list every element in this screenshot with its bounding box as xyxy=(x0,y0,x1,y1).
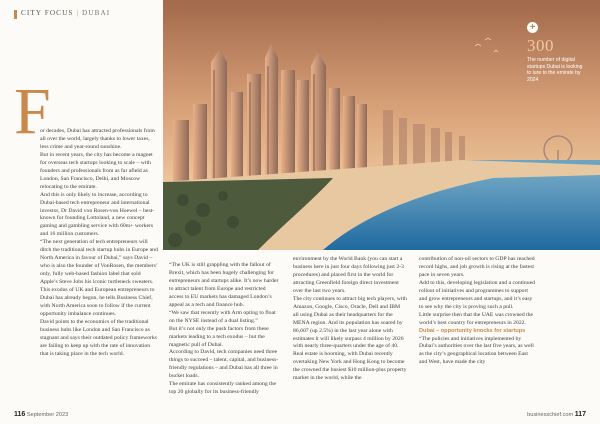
stat-caption: The number of digital startups Dubai is looking to lure to the emirate by 2024 xyxy=(527,57,583,83)
column-4 xyxy=(419,256,535,367)
footer-right xyxy=(527,411,586,418)
issue-date: September 2023 xyxy=(26,412,69,418)
paragraph: And this is only likely to increase, according to Dubai-based tech entrepreneur and international investor, Dr David von Rosen-von Hoewel – best-known for founding Lottoland, a new concept gaming and gambling service with 60m+ workers and 16 million customers. xyxy=(40,191,155,238)
paragraph: “The next generation of tech entrepreneurs will ditch the traditional tech startup hubs in Europe and North America in favour of Dubai,” says David – who is also the founder of VonRosen, the members’ only, fully web-based fashion label that sold Apple’s Steve Jobs his iconic turtleneck sweaters. xyxy=(40,239,158,286)
page-number-right: 117 xyxy=(574,411,586,418)
plus-icon: + xyxy=(527,22,538,33)
column-2 xyxy=(169,262,280,397)
drop-cap: F xyxy=(14,75,51,148)
section-name: CITY FOCUS xyxy=(21,9,74,17)
paragraph: The city continues to attract big tech players, with Amazon, Google, Cisco, Oracle, Dell and IBM all using Dubai as their headquarters for the MENA region. And its population has soared by 86,607 (up 2.5%) in the last year alone with estimates it will likely surpass 4 million by 2026 with nearly three-quarters under the age of 40. xyxy=(293,295,407,350)
column-1 xyxy=(40,128,158,359)
paragraph: environment by the World Bank (you can start a business here in just four days following just 2-3 procedures) and placed first in the world for attracting Greenfield foreign direct investment over the last two years. xyxy=(293,256,404,294)
section-marker xyxy=(14,10,17,19)
paragraph: But it’s not only the push factors from these markets leading to a tech exodus – but the magnetic pull of Dubai. xyxy=(169,325,269,348)
paragraph: “The UK is still grappling with the fallout of Brexit, which has been hugely challenging for entrepreneurs and startups alike. It’s now harder to attract talent from Europe and restricted access to EU markets has damaged London’s appeal as a tech and finance hub. xyxy=(169,262,279,308)
section-city: DUBAI xyxy=(82,9,111,17)
footer-left xyxy=(14,411,68,418)
paragraph: According to David, tech companies need three things to succeed – talent, capital, and business-friendly regulations – and Dubai has all three in bucket loads. xyxy=(169,349,279,380)
paragraph: “The policies and initiatives implemented by Dubai’s authorities over the last five years, as well as the city’s geographical location between East and West, have made the city xyxy=(419,335,534,366)
paragraph: Add to this, developing legislation and a continued rollout of initiatives and programmes to support and grow entrepreneurs and startups, and it’s easy to see why the city is proving such a pull. xyxy=(419,279,535,310)
subheading: Dubai – opportunity knocks for startups xyxy=(419,327,526,334)
stat-number: 300 xyxy=(527,36,554,55)
section-label xyxy=(21,9,110,17)
page-number-left: 116 xyxy=(14,411,26,418)
column-3 xyxy=(293,256,407,383)
paragraph: or decades, Dubai has attracted professionals from all over the world, largely thanks to lower taxes, less crime and year-round sunshine. xyxy=(40,128,155,150)
paragraph: This exodus of UK and European entrepreneurs to Dubai has already begun, he tells Business Chief, with North America soon to follow if the current opportunity imbalance continues. xyxy=(40,287,155,317)
paragraph: David points to the economics of the traditional business hubs like London and San Francisco as stagnant and says their outdated policy frameworks are failing to keep up with the rate of innovation that is taking place in the tech world. xyxy=(40,318,157,357)
paragraph: contribution of non-oil sectors to GDP has reached record highs, and job growth is rising at the fastest pace in seven years. xyxy=(419,256,535,278)
stat-callout xyxy=(527,22,587,83)
paragraph: Real estate is booming, with Dubai recently overtaking New York and Hong Kong to become the crowned the busiest $10 million-plus property market in the world, while the xyxy=(293,351,407,382)
paragraph: But in recent years, the city has become a magnet for overseas tech startups looking to scale – with founders and professionals from as far afield as London, San Francisco, Delhi, and Moscow relocating to the emirate. xyxy=(40,151,153,190)
paragraph: The emirate has consistently ranked among the top 20 globally for its business-friendly xyxy=(169,381,277,396)
section-separator: | xyxy=(76,9,80,17)
paragraph: “We saw that recently with Arm opting to float on the NYSE instead of a dual listing.” xyxy=(169,309,276,324)
site-name: businesschief.com xyxy=(527,412,574,418)
paragraph: Little surprise then that the UAE was crowned the world’s best country for entrepreneurs in 2022. xyxy=(419,311,534,326)
